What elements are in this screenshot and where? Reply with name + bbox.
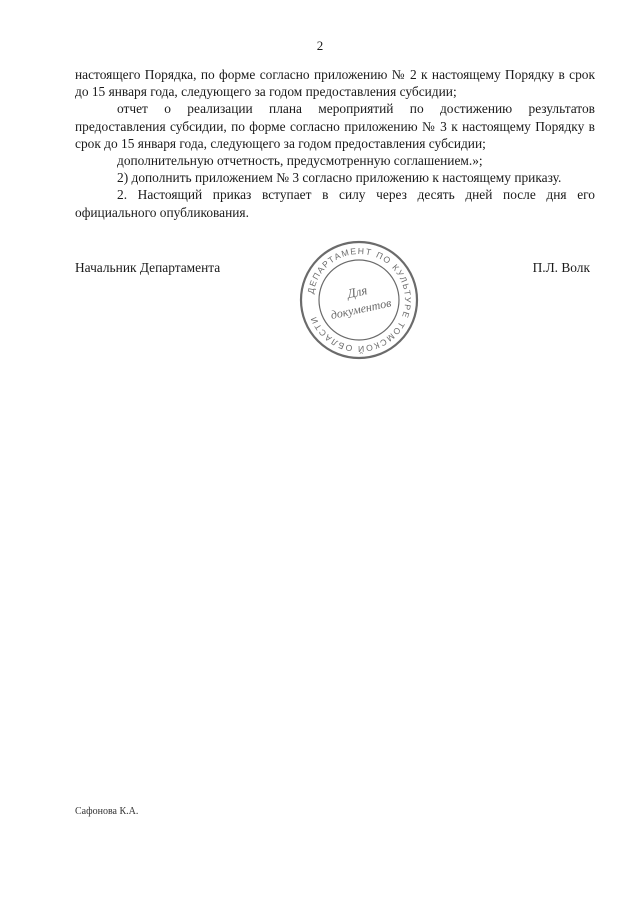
paragraph: 2. Настоящий приказ вступает в силу через десять дней после дня его официального опубликования.: [75, 187, 595, 220]
seal-outer-ring: [301, 242, 417, 358]
seal-center-line1: Для: [345, 282, 369, 302]
document-body: [75, 66, 595, 221]
seal-center-line2: документов: [329, 295, 393, 323]
signatory-name: П.Л. Волк: [532, 260, 590, 275]
signatory-title: Начальник Департамента: [75, 260, 221, 275]
paragraph: отчет о реализации плана мероприятий по достижению результатов предоставления субсидии, по форме согласно приложению № 3 к настоящему Порядку в срок до 15 января года, следующего за годом предоставления субсидии;: [75, 101, 595, 151]
paragraph: дополнительную отчетность, предусмотренную соглашением.»;: [117, 153, 483, 169]
executor-name: Сафонова К.А.: [75, 806, 139, 817]
seal-graphic: [297, 238, 421, 362]
paragraph: 2) дополнить приложением № 3 согласно приложению к настоящему приказу.: [117, 170, 562, 186]
seal-ring-text: ДЕПАРТАМЕНТ ПО КУЛЬТУРЕ ТОМСКОЙ ОБЛАСТИ: [305, 245, 414, 355]
paragraph: настоящего Порядка, по форме согласно приложению № 2 к настоящему Порядку в срок до 15 января года, следующего за годом предоставления субсидии;: [75, 67, 595, 100]
official-seal-stamp: [297, 238, 421, 362]
page-number: 2: [316, 38, 324, 53]
